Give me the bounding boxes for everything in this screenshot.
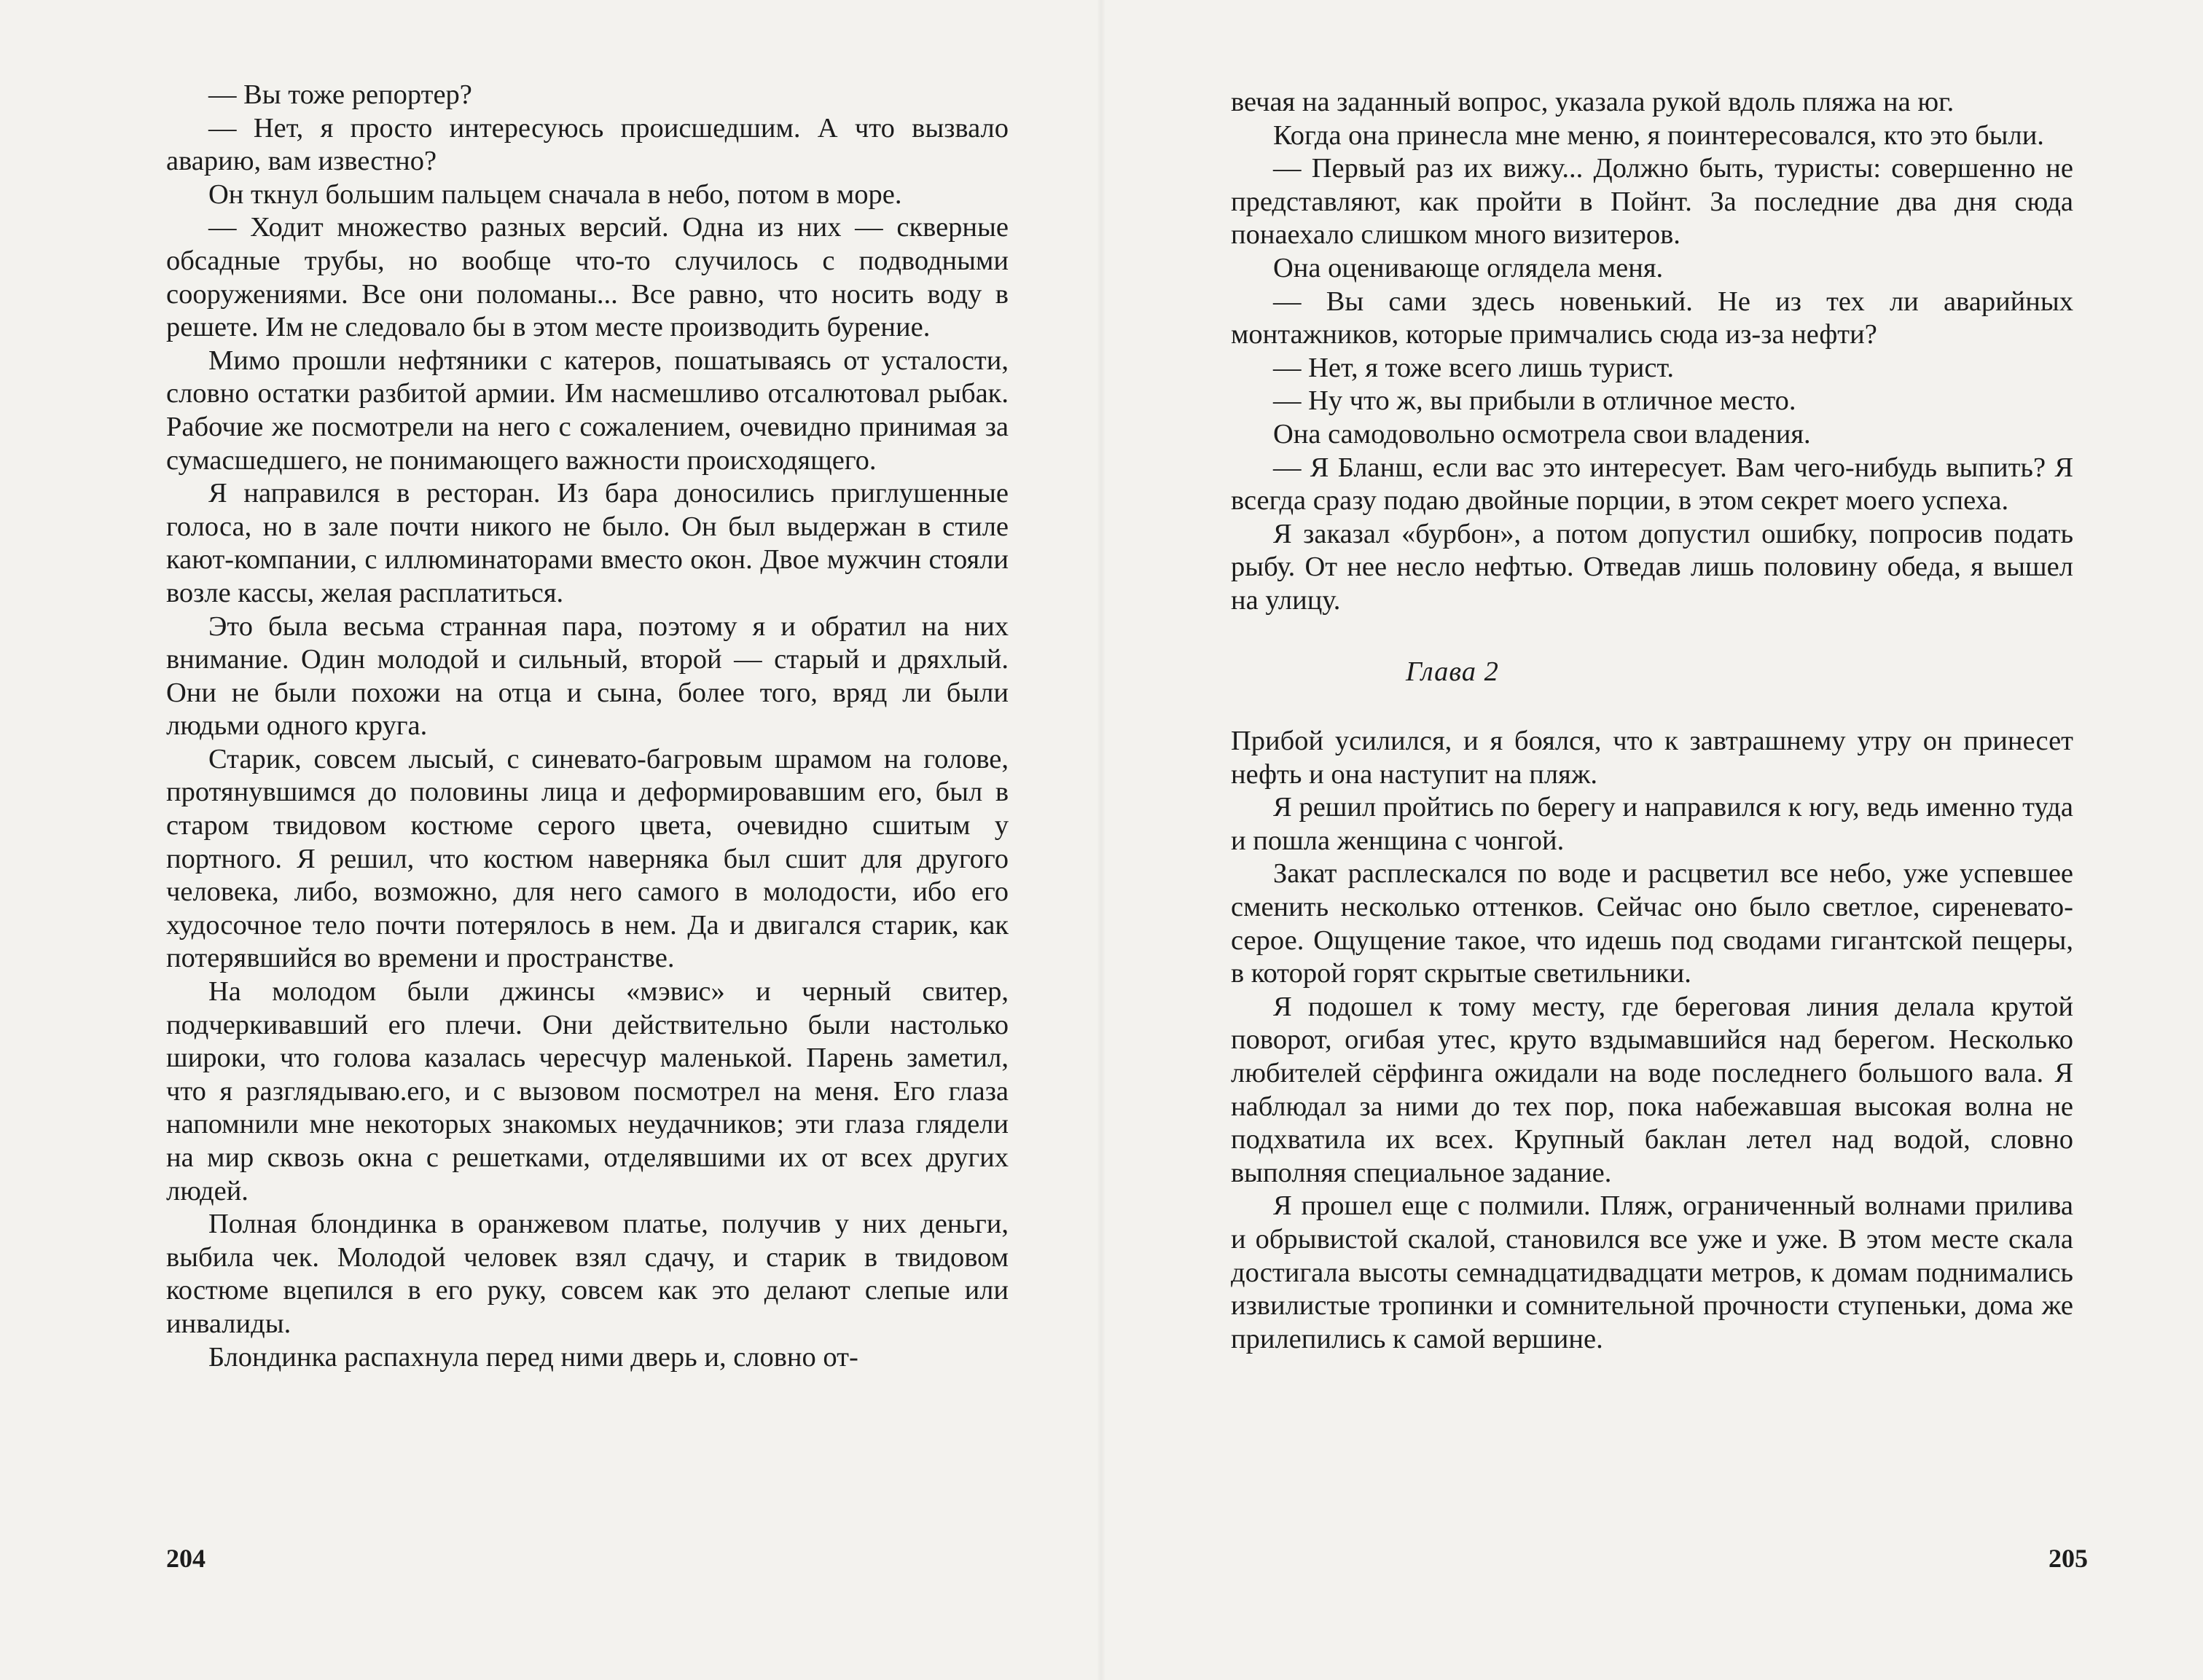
paragraph: — Я Бланш, если вас это интересует. Вам чего-нибудь выпить? Я всегда сразу подаю двойные порции, в этом секрет моего успеха. [1231, 452, 2073, 517]
paragraph: Это была весьма странная пара, поэтому я и обратил на них внимание. Один молодой и сильный, второй — старый и дряхлый. Они не были похожи на отца и сына, более того, вряд ли были людьми одного круга. [166, 611, 1009, 742]
paragraph: Полная блондинка в оранжевом платье, получив у них деньги, выбила чек. Молодой человек взял сдачу, и старик в твидовом костюме вцепился в его руку, совсем как это делают слепые или инвалиды. [166, 1209, 1009, 1339]
paragraph: Она самодовольно осмотрела свои владения. [1273, 418, 1811, 450]
paragraph: Я решил пройтись по берегу и направился к югу, ведь именно туда и пошла женщина с чонгой. [1231, 792, 2073, 856]
paragraph: — Вы сами здесь новенький. Не из тех ли аварийных монтажников, которые примчались сюда из-за нефти? [1231, 286, 2073, 350]
left-page-text [166, 79, 1009, 1374]
right-page [1101, 0, 2203, 1680]
paragraph: вечая на заданный вопрос, указала рукой вдоль пляжа на юг. [1231, 87, 1954, 117]
paragraph: Закат расплескался по воде и расцветил все небо, уже успевшее сменить несколько оттенков. Сейчас оно было светлое, сиреневато-серое. Ощущение такое, что идешь под сводами гигантской пещеры, в которой горят скрытые светильники. [1231, 858, 2073, 989]
paragraph: На молодом были джинсы «мэвис» и черный свитер, подчеркивавший его плечи. Они действительно были настолько широки, что голова казалась чересчур маленькой. Парень заметил, что я разглядываю.его, и с вызовом посмотрел на меня. Его глаза напомнили мне некоторых знакомых неудачников; эти глаза глядели на мир сквозь окна с решетками, отделявшими их от всех других людей. [166, 976, 1009, 1206]
paragraph: Старик, совсем лысый, с синевато-багровым шрамом на голове, протянувшимся до половины лица и деформировавшим его, был в старом твидовом костюме серого цвета, очевидно сшитым у портного. Я решил, что костюм наверняка был сшит для другого человека, либо, возможно, для него самого в молодости, ибо его худосочное тело почти потерялось в нем. Да и двигался старик, как потерявшийся во времени и пространстве. [166, 743, 1009, 974]
paragraph: — Первый раз их вижу... Должно быть, туристы: совершенно не представляют, как пройти в Пойнт. За последние два дня сюда понаехало слишком много визитеров. [1231, 153, 2073, 251]
chapter-heading: Глава 2 [1406, 656, 1499, 687]
paragraph: — Нет, я тоже всего лишь турист. [1273, 352, 1674, 383]
paragraph: — Ходит множество разных версий. Одна из них — скверные обсадные трубы, но вообще что-то случилось с подводными сооружениями. Все они поломаны... Все равно, что носить воду в решете. Им не следовало бы в этом месте производить бурение. [166, 212, 1009, 343]
paragraph: — Вы тоже репортер? [208, 79, 472, 110]
paragraph: Она оценивающе оглядела меня. [1273, 252, 1664, 283]
paragraph: Блондинка распахнула перед ними дверь и, словно от- [208, 1341, 858, 1373]
left-page [0, 0, 1101, 1680]
paragraph: Мимо прошли нефтяники с катеров, пошатываясь от усталости, словно остатки разбитой армии. Им насмешливо отсалютовал рыбак. Рабочие же посмотрели на него с сожалением, очевидно принимая за сумасшедшего, не понимающего важности происходящего. [166, 345, 1009, 476]
paragraph: Когда она принесла мне меню, я поинтересовался, кто это были. [1273, 119, 2044, 151]
paragraph: Прибой усилился, и я боялся, что к завтрашнему утру он принесет нефть и она наступит на пляж. [1231, 726, 2073, 790]
paragraph: Я подошел к тому месту, где береговая линия делала крутой поворот, огибая утес, круто вздымавшийся над берегом. Несколько любителей сёрфинга ожидали на воде последнего большого вала. Я наблюдал за ними до тех пор, пока набежавшая высокая волна не подхватила их всех. Крупный баклан летел над водой, словно выполняя специальное задание. [1231, 991, 2073, 1188]
page-number-left: 204 [166, 1544, 206, 1573]
page-number-right: 205 [2049, 1544, 2088, 1573]
paragraph: Он ткнул большим пальцем сначала в небо, потом в море. [208, 178, 902, 210]
paragraph: Я прошел еще с полмили. Пляж, ограниченный волнами прилива и обрывистой скалой, становился все уже и уже. В этом месте скала достигала высоты семнадцатидвадцати метров, к домам поднимались извилистые тропинки и сомнительной прочности ступеньки, дома же прилепились к самой вершине. [1231, 1190, 2073, 1354]
paragraph: — Ну что ж, вы прибыли в отличное место. [1273, 385, 1796, 417]
right-page-text [1231, 86, 2073, 1356]
paragraph: — Нет, я просто интересуюсь происшедшим. А что вызвало аварию, вам известно? [166, 112, 1009, 177]
paragraph: Я направился в ресторан. Из бара доносились приглушенные голоса, но в зале почти никого не было. Он был выдержан в стиле кают-компании, с иллюминаторами вместо окон. Двое мужчин стояли возле кассы, желая расплатиться. [166, 478, 1009, 608]
paragraph: Я заказал «бурбон», а потом допустил ошибку, попросив подать рыбу. От нее несло нефтью. Отведав лишь половину обеда, я вышел на улицу. [1231, 518, 2073, 616]
